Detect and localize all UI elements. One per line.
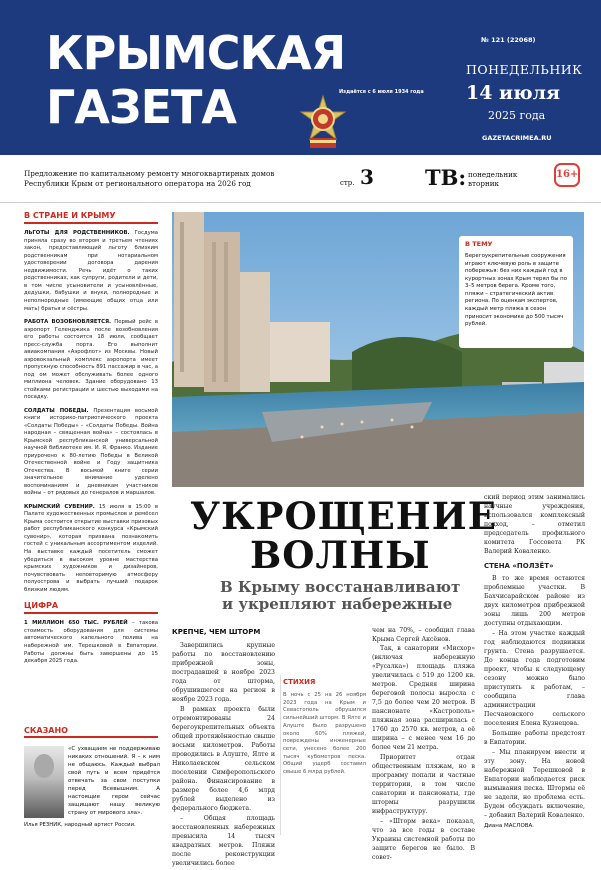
teaser-text: Предложение по капитальному ремонту многоквартирных домов Республики Крым от регионального оператора на 2026 год [24,169,275,188]
tv-label: ТВ: [425,165,467,190]
issue-number: № 121 (22068) [481,36,536,44]
quote-block [24,726,160,828]
tv-day-monday: понедельник [468,170,518,179]
news-item-lead: ЛЬГОТЫ ДЛЯ РОДСТВЕННИКОВ. [24,230,130,237]
news-item-lead: РАБОТА ВОЗОБНОВЛЯЕТСЯ. [24,319,112,326]
headline-line1: УКРОЩЕНИЕ [190,494,497,538]
section-figure-heading: ЦИФРА [24,600,158,614]
article-paragraph: Так, в санатории «Мисхор» (включая набережную «Русалка») площадь пляжа увеличилась с 519 до 1200 кв. метров. Средняя ширина береговой полосы выросла с 7,5 до более чем 20 метров. В пансионате «Кастрополь» пляжная зона расширилась с 1760 до 2570 кв. метров, а её ширина – с менее чем 16 до более чем 21 метра. [372,644,475,751]
article-paragraph: Большие работы предстоят в Евпатории. [484,729,585,746]
page-number: 3 [360,165,374,189]
column-divider [280,675,281,835]
article-paragraph: Завершились крупные работы по восстановлению прибрежной зоны, пострадавшей в ноябре 2023 года от шторма, обрушившегося на регион в ноябре 2023 года. [172,642,275,704]
issue-date: 14 июля [466,82,561,104]
quote-author: Илья РЕЗНИК, народный артист России. [24,822,136,828]
news-item-text: 15 июля в 15:00 в Палате художественных промыслов и ремёсел Крыма состоится открытие выставки призовых работ республиканского конкурса «Крымский сувенир», которая призвана познакомить гостей с уникальным ассортиментом изделий. На выставке каждый посетитель сможет убедиться в высоком уровне мастерства крымских художников и дизайнеров, почувствовать неповторимую атмосферу полуострова и выбрать лучший подарок близким людям. [24,503,158,593]
news-item [24,408,158,498]
news-item [24,319,158,402]
article-paragraph: – На этом участке каждый год наблюдаются подвижки грунта. Стена разрушается. До конца года подготовим проект, чтобы к следующему сезону можно было приступить к работам, – сообщила глава администрации Песчановского сельского поселения Елена Кузнецова. [484,629,585,727]
tv-day-tuesday: вторник [468,179,500,189]
article-column-1 [172,627,275,870]
news-item-text: Госдума приняла сразу во втором и третьем чтениях закон, предоставляющий льготу близким родственникам при нотариальном удостоверении договора дарения недвижимости. Речь идёт о таких родственниках, как супруги, родители и дети, в том числе усыновители и усыновлённые, дедушки, бабушки и внуки, полнородные и неполнородные (имеющие общих отца или мать) братья и сёстры. [24,230,159,312]
newspaper-title-line2: ГАЗЕТА [46,80,236,134]
article-paragraph: В рамках проекта были отремонтированы 24 берегоукрепительных объекта общей протяжённостью свыше восьми километров. Работы проводились в Алуште, Ялте и Николаевском сельском поселении Симферопольского района. Финансирование в размере более 4,6 млрд рублей выделено из федерального бюджета. [172,706,275,812]
newspaper-title-line1: КРЫМСКАЯ [46,26,346,80]
website-link[interactable]: GAZETACRIMEA.RU [482,134,552,142]
news-item-lead: СОЛДАТЫ ПОБЕДЫ. [24,407,89,414]
article-paragraph: чем на 70%, – сообщил глава Крыма Сергей Аксёнов. [372,627,475,643]
author-photo [24,746,64,818]
article-subheading: КРЕПЧЕ, ЧЕМ ШТОРМ [172,628,261,636]
article-paragraph: ский период этим занимались научные учреждения, использовался комплексный подход, – отметил председатель профильного комитета Госсовета РК Валерий Коваленко. [484,494,585,555]
issue-weekday: ПОНЕДЕЛЬНИК [466,62,583,77]
figure-text: – такова стоимость оборудования для системы автоматического капельного полива на набережной им. Терешковой в Евпатории. Работы должны быть завершены до 15 декабря 2025 года. [24,620,159,665]
figure-lead: 1 МИЛЛИОН 650 ТЫС. РУБЛЕЙ [24,620,128,627]
sidebar-text: В ночь с 25 на 26 ноября 2023 года на Крым и Севастополь обрушился сильнейший шторм. В Ялте и Алуште было разрушено около 60% пляжей, повреждены инженерные сети, унесено более 200 тысяч кубометров песка. Общий ущерб составил свыше 6 млрд рублей. [283,692,366,775]
figure-item [24,620,158,665]
order-emblem-icon [298,94,348,152]
article-author: Диана МАСЛОВА. [484,823,535,829]
news-item [24,504,158,594]
masthead [0,0,601,155]
article-paragraph: – Мы планируем внести и эту зону. На новой набережной Терешковой в Евпатории наблюдается риск вымывания песка. Штормы её не задели, но проблема есть. Будем обсуждать включение, – добавил Валерий Коваленко. [484,748,585,819]
article-paragraph: Приоритет отдан общественным пляжам, но в программу попали и частные территории, в том числе санатории и пансионаты, где штормы разрушили инфраструктуру. [372,753,475,815]
subheadline-line1: В Крыму восстанавливают [220,578,461,596]
news-item-text: Презентация восьмой книги историко-патриотического проекта «Солдаты Победы» – «Солдаты Победы. Война народная – священная война» – состоялась в Крымской республиканской универсальной научной библиотеке им. И. Я. Франко. Издание приурочено к 80-летию Победы в Великой Отечественной войне и Году защитника Отечества. В восьмой книге серии значительное внимание уделено воспоминаниям и дневникам участников войны – от рядовых до генералов и маршалов. [24,407,158,497]
sidebar-heading: СТИХИЯ [283,678,316,686]
article-paragraph: – Общая площадь восстановленных набережных превысила 14 тысяч квадратных метров. Пляжи после реконструкции увеличились более [172,814,275,867]
article-column-3 [372,627,475,864]
article-column-4 [484,494,585,822]
section-news-heading: В СТРАНЕ И КРЫМУ [24,210,158,224]
founded-note: Издаётся с 6 июля 1934 года [339,89,424,95]
article-paragraph: – «Шторм века» показал, что за все годы в составе Украины системной работы по защите берегов не было. В совет- [372,817,475,861]
page-label: стр. [340,179,355,187]
related-info-text: Берегоукрепительные сооружения играют ключевую роль в защите побережья: без них каждый год в курортных зонах Крым терял бы по 3–5 метров берега. Кроме того, пляжи – стратегический актив региона. По оценкам экспертов, каждый метр пляжа в сезон приносит экономике до 500 тысяч рублей. [465,253,567,328]
news-item-lead: КРЫМСКИЙ СУВЕНИР. [24,503,95,510]
tv-days [468,170,517,189]
headline-line2: ВОЛНЫ [250,533,431,577]
issue-year: 2025 года [488,109,546,122]
related-info-heading: В ТЕМУ [465,240,493,248]
subheadline-line2: и укрепляют набережные [222,595,453,613]
age-rating-badge: 16+ [554,163,580,187]
quote-text: «С ухващаем не поддерживаю никаких отношений. Я – к ним не общаюсь. Каждый выбрал свой путь и всем придётся отвечать за свои поступки перед Всевышним. А настоящие герои сейчас защищают нашу великую страну от мирового зла». [68,746,160,816]
sidebar-stikhiya [283,677,366,777]
related-info-box [459,236,573,348]
article-paragraph: В то же время остаются проблемные участки. В Бахчисарайском районе из двух километров прибрежной зоны лишь 200 метров доступны отдыхающим. [484,575,585,627]
news-item-text: Первый рейс в аэропорт Геленджика после возобновления его работы состоится 18 июля, сообщает пресс-служба порта. Его выполнит авиакомпания «Аэрофлот» из Москвы. Новый аэровокзальный комплекс аэропорта имеет пропускную способность 891 пассажир в час, а под ом может обслуживать более одного миллиона человек. Здание оборудовано 13 стойками регистрации и шестью выходами на посадку. [24,319,158,401]
article-subheading: СТЕНА «ПОЛЗЁТ» [484,561,554,570]
section-said-heading: СКАЗАНО [24,726,158,738]
news-item [24,230,158,313]
news-column [24,210,158,672]
